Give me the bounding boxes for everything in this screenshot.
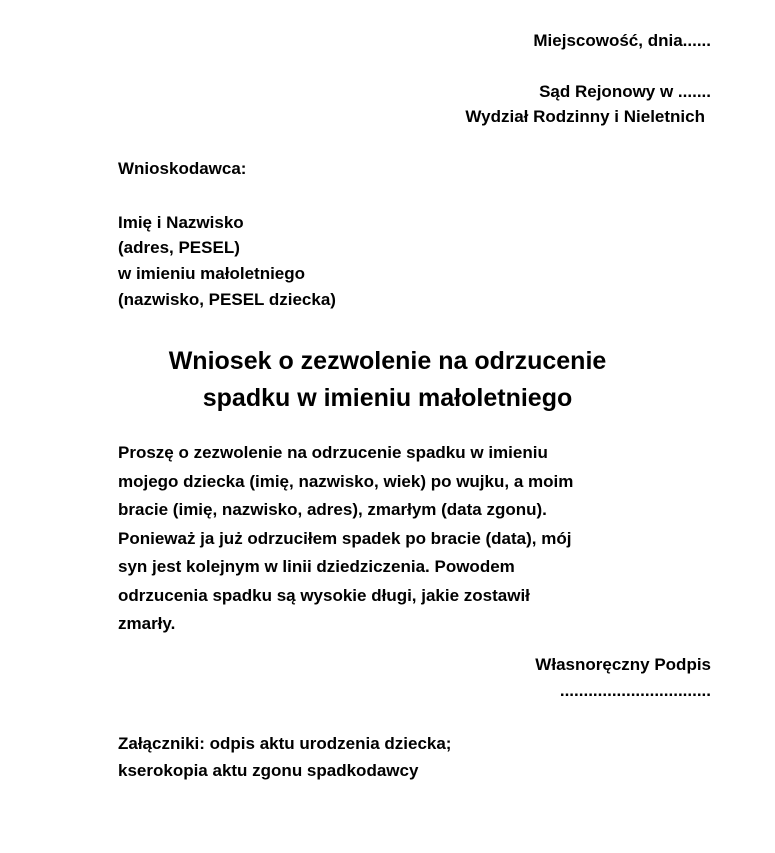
court-department: Wydział Rodzinny i Nieletnich (465, 107, 705, 126)
applicant-child: (nazwisko, PESEL dziecka) (118, 290, 336, 309)
document-title-line1: Wniosek o zezwolenie na odrzucenie (168, 347, 607, 375)
signature-label: Własnoręczny Podpis (535, 655, 711, 674)
body-line: odrzucenia spadku są wysokie długi, jakie zostawił (118, 585, 530, 605)
applicant-label: Wnioskodawca: (118, 159, 247, 178)
attachments-line1: Załączniki: odpis aktu urodzenia dziecka; (118, 734, 452, 753)
body-line: Proszę o zezwolenie na odrzucenie spadku w imieniu (118, 443, 548, 462)
body-line: Ponieważ ja już odrzuciłem spadek po bracie (data), mój (118, 528, 572, 548)
body-line: mojego dziecka (imię, nazwisko, wiek) po wujku, a moim (118, 471, 574, 491)
body-line: bracie (imię, nazwisko, adres), zmarłym (data zgonu). (118, 500, 547, 519)
court-name: Sąd Rejonowy w ....... (539, 82, 711, 101)
applicant-on-behalf: w imieniu małoletniego (118, 264, 306, 283)
body-line: zmarły. (118, 614, 176, 633)
attachments-line2: kserokopia aktu zgonu spadkodawcy (118, 761, 419, 780)
body-line: syn jest kolejnym w linii dziedziczenia. Powodem (118, 557, 515, 576)
applicant-name: Imię i Nazwisko (118, 213, 244, 232)
place-date: Miejscowość, dnia...... (533, 31, 711, 50)
applicant-address: (adres, PESEL) (118, 238, 240, 257)
document-title-line2: spadku w imieniu małoletniego (202, 384, 573, 412)
signature-line: ................................ (559, 681, 711, 700)
request-body (118, 439, 718, 639)
